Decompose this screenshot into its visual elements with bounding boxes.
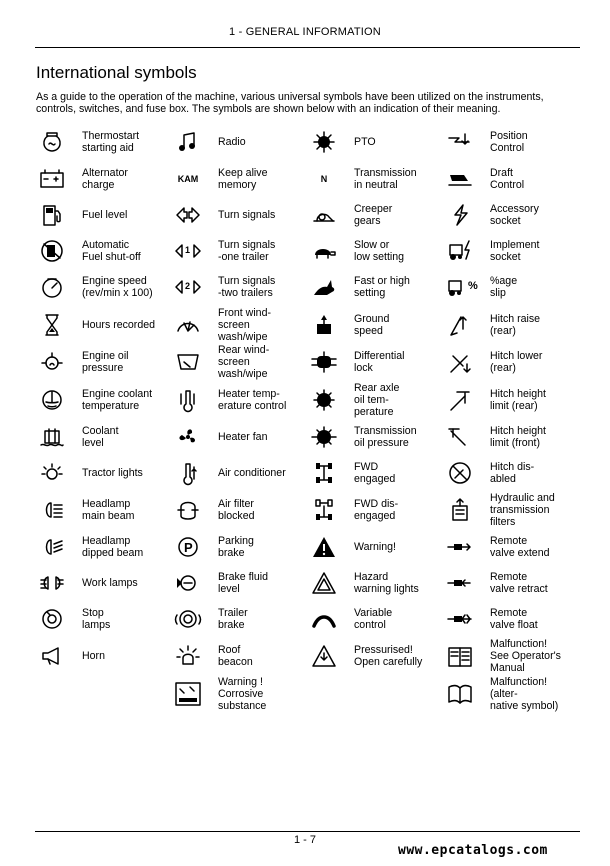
symbol-label: Parking brake — [218, 535, 254, 559]
symbol-entry — [308, 124, 444, 160]
position-control-icon — [444, 129, 476, 155]
symbol-entry — [444, 124, 580, 160]
symbol-entry — [36, 269, 172, 305]
hydraulic-filters-icon — [444, 497, 476, 523]
symbol-label: Coolant level — [82, 425, 119, 449]
front-washer-icon — [172, 312, 204, 338]
symbol-entry — [172, 197, 308, 233]
symbol-label: Remote valve extend — [490, 535, 550, 559]
symbol-label: Hitch raise (rear) — [490, 313, 541, 337]
symbol-entry — [308, 344, 444, 380]
oil-can-icon — [36, 349, 68, 375]
symbol-label: Ground speed — [354, 313, 390, 337]
brake-fluid-icon — [172, 570, 204, 596]
symbol-label: Position Control — [490, 130, 528, 154]
thermostart-icon — [36, 129, 68, 155]
symbol-entry — [444, 492, 580, 528]
symbol-label: Headlamp dipped beam — [82, 535, 144, 559]
symbol-label: Radio — [218, 136, 246, 148]
symbol-label: Roof beacon — [218, 644, 253, 668]
symbol-label: Pressurised! Open carefully — [354, 644, 423, 668]
roof-beacon-icon — [172, 643, 204, 669]
symbol-entry — [308, 455, 444, 491]
symbol-label: Heater fan — [218, 431, 268, 443]
slip-icon — [444, 274, 476, 300]
symbol-entry — [36, 455, 172, 491]
symbol-entry — [444, 233, 580, 269]
symbol-entry — [172, 307, 308, 343]
symbol-label: Engine speed (rev/min x 100) — [82, 275, 153, 299]
symbol-entry — [172, 529, 308, 565]
intro-paragraph: As a guide to the operation of the machine, various universal symbols have been utilized on the instruments, controls, switches, and fuse box. The symbols are shown below with an indication of their meaning. — [36, 91, 544, 115]
symbol-label: Trailer brake — [218, 607, 248, 631]
symbol-label: Work lamps — [82, 577, 138, 589]
turtle-icon — [308, 238, 340, 264]
fuel-pump-icon — [36, 202, 68, 228]
remote-retract-icon — [444, 570, 476, 596]
symbol-label: Hazard warning lights — [354, 571, 419, 595]
symbol-entry — [36, 529, 172, 565]
malfunction-book-icon — [444, 681, 476, 707]
symbol-entry — [444, 269, 580, 305]
symbol-entry — [172, 676, 308, 712]
symbol-label: Fuel level — [82, 209, 128, 221]
fuel-shutoff-icon — [36, 238, 68, 264]
symbol-label: Brake fluid level — [218, 571, 269, 595]
engine-speed-icon — [36, 274, 68, 300]
symbol-label: Engine oil pressure — [82, 350, 129, 374]
symbol-entry — [308, 197, 444, 233]
symbol-entry — [308, 492, 444, 528]
symbol-label: Air conditioner — [218, 466, 286, 479]
battery-icon — [36, 166, 68, 192]
symbol-label: Draft Control — [490, 166, 525, 191]
symbol-entry — [36, 638, 172, 674]
symbol-label: Turn signals -one trailer — [218, 239, 276, 263]
pressurised-icon — [308, 643, 340, 669]
symbol-label: Malfunction! (alter- native symbol) — [490, 676, 559, 712]
symbol-entry — [36, 382, 172, 418]
symbol-label: Hitch dis- abled — [490, 460, 535, 485]
hitch-disabled-icon — [444, 460, 476, 486]
symbol-label: Hitch height limit (rear) — [490, 387, 546, 412]
symbol-label: Creeper gears — [354, 203, 393, 227]
symbol-label: FWD dis- engaged — [354, 498, 399, 522]
fwd-engaged-icon — [308, 460, 340, 486]
symbol-icon-text: N — [320, 173, 328, 184]
symbol-entry — [36, 161, 172, 197]
symbol-entry — [172, 455, 308, 491]
corrosive-icon — [172, 681, 204, 707]
watermark: www.epcatalogs.com — [398, 843, 548, 858]
symbol-label: FWD engaged — [354, 460, 396, 485]
symbol-entry — [444, 344, 580, 380]
symbol-label: Rear wind- screen wash/wipe — [218, 344, 270, 380]
symbol-entry — [36, 492, 172, 528]
symbol-entry — [308, 269, 444, 305]
symbol-entry — [308, 382, 444, 418]
symbol-entry — [172, 124, 308, 160]
symbol-label: Variable control — [354, 607, 393, 631]
symbol-label: Warning ! Corrosive substance — [218, 676, 267, 712]
coolant-temperature-icon — [36, 387, 68, 413]
accessory-socket-icon — [444, 202, 476, 228]
symbol-label: Front wind- screen wash/wipe — [218, 307, 271, 343]
symbol-icon-text: 2 — [185, 281, 191, 291]
hitch-height-front-icon — [444, 424, 476, 450]
symbol-label: Horn — [82, 650, 105, 662]
symbol-label: Transmission oil pressure — [354, 425, 417, 449]
symbol-entry — [172, 601, 308, 637]
symbol-label: Tractor lights — [82, 466, 143, 479]
draft-control-icon — [444, 166, 476, 192]
hourglass-icon — [36, 312, 68, 338]
differential-lock-icon — [308, 349, 340, 375]
symbol-label: Headlamp main beam — [82, 498, 135, 522]
symbol-label: Stop lamps — [82, 607, 111, 631]
symbol-label: Automatic Fuel shut-off — [82, 239, 141, 263]
symbol-label: Rear axle oil tem- perature — [354, 381, 400, 418]
symbol-label: Keep alive memory — [218, 166, 268, 191]
symbol-entry — [444, 638, 580, 674]
pto-icon — [308, 129, 340, 155]
heater-temperature-icon — [172, 387, 204, 413]
hitch-raise-icon — [444, 312, 476, 338]
symbol-icon-text: 1 — [185, 245, 191, 255]
section-title: International symbols — [36, 63, 197, 82]
symbol-entry — [172, 344, 308, 380]
symbol-entry — [308, 565, 444, 601]
symbol-entry — [444, 197, 580, 233]
symbol-label: Differential lock — [354, 350, 405, 374]
rabbit-icon — [308, 274, 340, 300]
neutral-icon — [308, 166, 340, 192]
symbol-label: %age slip — [490, 275, 518, 299]
implement-socket-icon — [444, 238, 476, 264]
symbol-entry — [444, 455, 580, 491]
symbol-label: Alternator charge — [82, 166, 128, 191]
symbol-icon-text: % — [468, 280, 478, 292]
remote-extend-icon — [444, 534, 476, 560]
symbol-entry — [444, 529, 580, 565]
air-conditioner-icon — [172, 460, 204, 486]
footer-rule — [35, 831, 580, 832]
rear-axle-oil-icon — [308, 387, 340, 413]
turn-signals-two-trailers-icon — [172, 274, 204, 300]
radio-icon — [172, 129, 204, 155]
symbol-entry — [444, 307, 580, 343]
symbol-entry — [308, 638, 444, 674]
symbol-entry — [172, 161, 308, 197]
symbol-entry — [308, 161, 444, 197]
symbol-entry — [444, 565, 580, 601]
symbol-entry — [172, 492, 308, 528]
symbol-entry — [308, 601, 444, 637]
malfunction-manual-icon — [444, 643, 476, 669]
warning-icon — [308, 534, 340, 560]
heater-fan-icon — [172, 424, 204, 450]
symbol-entry — [444, 419, 580, 455]
symbol-entry — [36, 565, 172, 601]
symbol-label: Warning! — [354, 541, 396, 553]
turn-signals-icon — [172, 202, 204, 228]
symbol-label: Malfunction! See Operator's Manual — [490, 638, 561, 674]
parking-brake-icon — [172, 534, 204, 560]
turn-signals-one-trailer-icon — [172, 238, 204, 264]
symbol-entry — [36, 124, 172, 160]
symbol-label: PTO — [354, 136, 376, 148]
symbol-entry — [308, 307, 444, 343]
symbol-entry — [444, 382, 580, 418]
hitch-lower-icon — [444, 349, 476, 375]
symbol-label: Remote valve retract — [490, 571, 548, 595]
symbol-label: Hydraulic and transmission filters — [490, 492, 555, 528]
dipped-beam-icon — [36, 534, 68, 560]
main-beam-icon — [36, 497, 68, 523]
symbol-entry — [36, 344, 172, 380]
remote-float-icon — [444, 606, 476, 632]
hazard-icon — [308, 570, 340, 596]
symbol-label: Fast or high setting — [354, 275, 410, 299]
creeper-icon — [308, 202, 340, 228]
symbol-entry — [172, 565, 308, 601]
symbol-label: Hitch height limit (front) — [490, 425, 546, 449]
kam-icon — [172, 166, 204, 192]
symbol-label: Remote valve float — [490, 607, 538, 631]
symbol-entry — [172, 419, 308, 455]
symbol-entry — [36, 233, 172, 269]
stop-lamps-icon — [36, 606, 68, 632]
svg-text:P: P — [184, 540, 193, 555]
trailer-brake-icon — [172, 606, 204, 632]
symbol-entry — [36, 419, 172, 455]
fwd-disengaged-icon — [308, 497, 340, 523]
transmission-oil-icon — [308, 424, 340, 450]
symbol-entry — [444, 601, 580, 637]
symbol-label: Hours recorded — [82, 319, 156, 331]
symbol-label: Turn signals -two trailers — [218, 275, 276, 299]
symbol-entry — [308, 419, 444, 455]
symbol-entry — [172, 382, 308, 418]
symbol-entry — [36, 601, 172, 637]
symbol-label: Implement socket — [490, 239, 540, 263]
hitch-height-rear-icon — [444, 387, 476, 413]
symbol-label: Turn signals — [218, 209, 276, 221]
ground-speed-icon — [308, 312, 340, 338]
symbol-label: Air filter blocked — [218, 498, 255, 522]
symbol-label: Heater temp- erature control — [218, 387, 287, 412]
symbol-label: Engine coolant temperature — [82, 387, 153, 412]
symbol-label: Accessory socket — [490, 203, 539, 227]
symbol-label: Slow or low setting — [354, 239, 405, 263]
symbol-entry — [172, 638, 308, 674]
symbol-entry — [36, 307, 172, 343]
symbol-label: Hitch lower (rear) — [490, 350, 543, 374]
tractor-lights-icon — [36, 460, 68, 486]
page-number: 1 - 7 — [293, 834, 316, 846]
symbol-entry — [36, 197, 172, 233]
symbol-icon-text: KAM — [177, 173, 199, 184]
variable-control-icon — [308, 606, 340, 632]
symbol-label: Thermostart starting aid — [82, 130, 140, 154]
symbol-entry — [444, 676, 580, 712]
symbol-entry — [308, 233, 444, 269]
symbol-entry — [308, 529, 444, 565]
coolant-level-icon — [36, 424, 68, 450]
horn-icon — [36, 643, 68, 669]
page-header: 1 - GENERAL INFORMATION — [229, 26, 381, 38]
symbol-label: Transmission in neutral — [354, 166, 417, 191]
air-filter-icon — [172, 497, 204, 523]
work-lamps-icon — [36, 570, 68, 596]
rear-washer-icon — [172, 349, 204, 375]
symbol-entry — [172, 233, 308, 269]
symbol-entry — [444, 161, 580, 197]
symbol-entry — [172, 269, 308, 305]
